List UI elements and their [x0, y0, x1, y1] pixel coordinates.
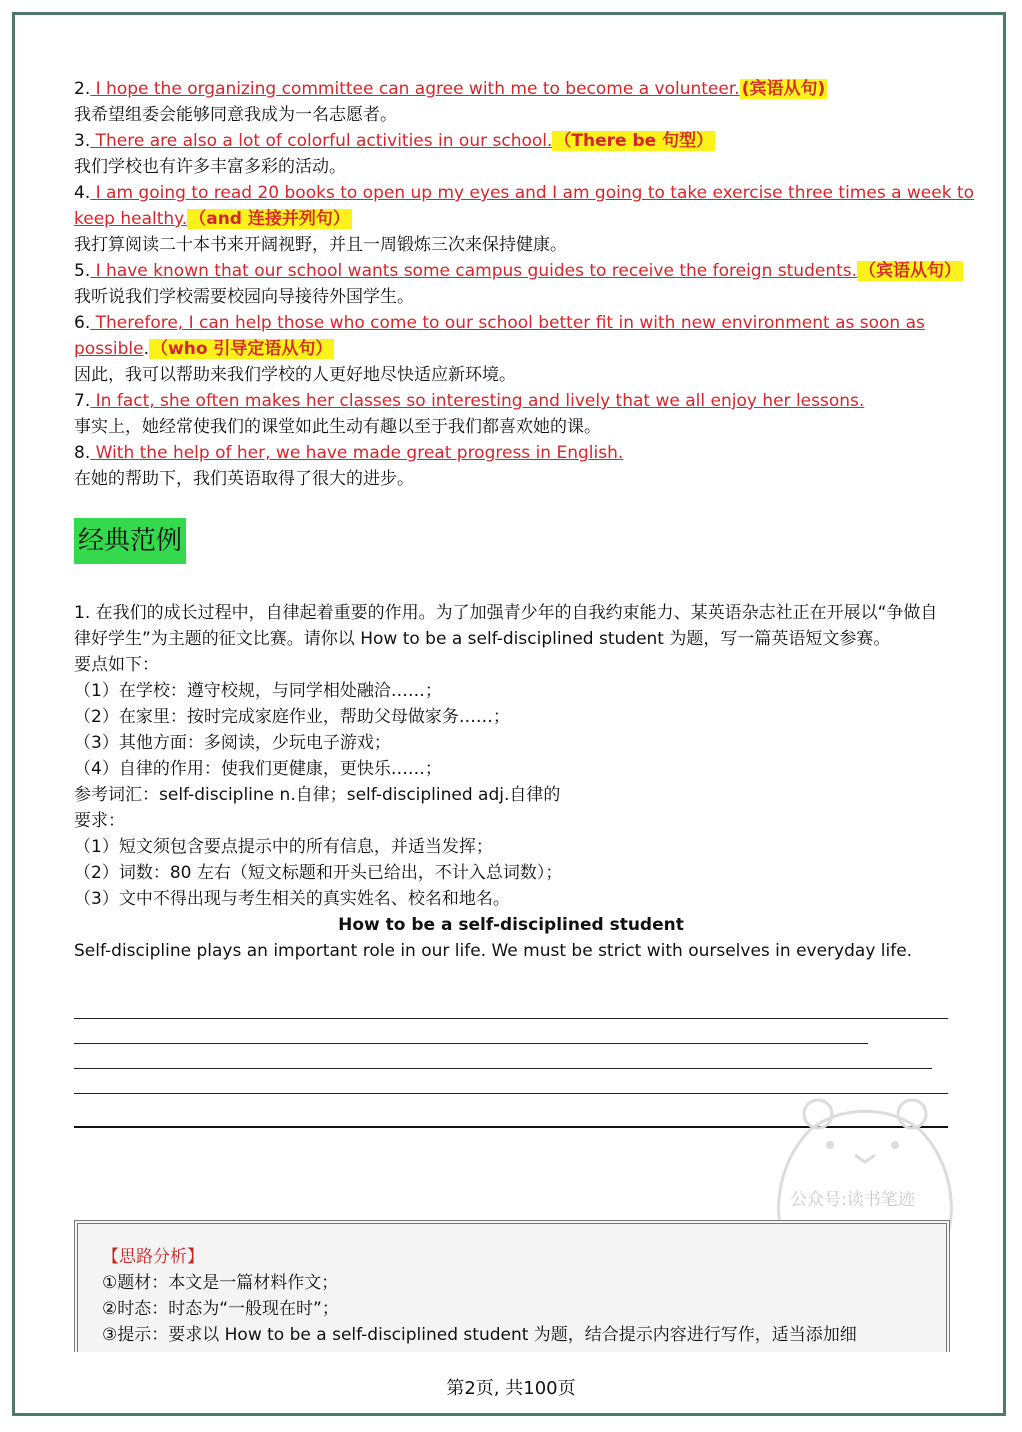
english-sentence: There are also a lot of colorful activities in our school. [90, 131, 553, 151]
point-item: （4）自律的作用：使我们更健康，更快乐……； [74, 759, 442, 779]
vocabulary-reference: 参考词汇：self-discipline n.自律；self-disciplined adj.自律的 [74, 785, 561, 805]
sentence-6-english-line2: possible. （who 引导定语从句） [74, 339, 333, 359]
page-footer: 第2页, 共100页 [446, 1378, 576, 1399]
requirement-item: （1）短文须包含要点提示中的所有信息，并适当发挥； [74, 837, 493, 857]
english-sentence: With the help of her, we have made great progress in English. [90, 443, 624, 463]
analysis-item: ②时态：时态为“一般现在时”； [102, 1299, 339, 1319]
section-title: 经典范例 [74, 518, 186, 564]
sentence-2-chinese: 我希望组委会能够同意我成为一名志愿者。 [74, 105, 397, 125]
sentence-6-english-line1 [74, 310, 948, 336]
sentence-number: 2. [74, 79, 91, 99]
sentence-7-english [74, 388, 948, 414]
grammar-tag: （宾语从句） [859, 261, 962, 281]
point-item: （2）在家里：按时完成家庭作业，帮助父母做家务……； [74, 707, 510, 727]
point-item: （3）其他方面：多阅读，少玩电子游戏； [74, 733, 391, 753]
answer-line[interactable] [74, 1069, 948, 1094]
essay-opening: Self-discipline plays an important role in our life. We must be strict with ourselves in everyday life. [74, 941, 913, 961]
task-intro: 1. 在我们的成长过程中，自律起着重要的作用。为了加强青少年的自我约束能力、某英语杂志社正在开展以“争做自律好学生”为主题的征文比赛。请你以 How to be a self-disciplined student 为题，写一篇英语短文参赛。 [74, 603, 938, 649]
sentence-7-chinese: 事实上，她经常使我们的课堂如此生动有趣以至于我们都喜欢她的课。 [74, 417, 601, 437]
sentence-8-chinese: 在她的帮助下，我们英语取得了很大的进步。 [74, 469, 414, 489]
sentence-5-chinese: 我听说我们学校需要校园向导接待外国学生。 [74, 287, 414, 307]
sentence-number: 6. [74, 313, 91, 333]
sentence-8-english [74, 440, 948, 466]
analysis-item: ①题材：本文是一篇材料作文； [102, 1273, 339, 1293]
english-sentence: In fact, she often makes her classes so interesting and lively that we all enjoy her lessons. [90, 391, 865, 411]
watermark-text: 公众号:读书笔迹 [790, 1190, 915, 1210]
sentence-number: 3. [74, 131, 91, 151]
sentence-number: 5. [74, 261, 91, 281]
points-heading: 要点如下： [74, 655, 159, 675]
essay-title: How to be a self-disciplined student [338, 915, 684, 935]
answer-line[interactable] [74, 994, 948, 1019]
analysis-item: ③提示：要求以 How to be a self-disciplined student 为题，结合提示内容进行写作，适当添加细 [102, 1325, 857, 1345]
requirement-item: （3）文中不得出现与考生相关的真实姓名、校名和地名。 [74, 889, 510, 909]
requirements-heading: 要求： [74, 811, 125, 831]
sentence-4-english-line2 [74, 206, 948, 232]
sentence-number: 4. [74, 183, 91, 203]
sentence-5-english [74, 258, 962, 284]
requirement-item: （2）词数：80 左右（短文标题和开头已给出，不计入总词数）； [74, 863, 563, 883]
english-sentence: keep healthy. [74, 209, 188, 229]
answer-line[interactable] [74, 1044, 932, 1069]
answer-area[interactable] [74, 994, 948, 1128]
grammar-tag: (宾语从句) [741, 79, 826, 99]
grammar-tag: （and 连接并列句） [189, 209, 350, 229]
sentence-2-english [74, 76, 948, 102]
sentence-4-chinese: 我打算阅读二十本书来开阔视野，并且一周锻炼三次来保持健康。 [74, 235, 567, 255]
grammar-tag: （who 引导定语从句） [151, 339, 333, 359]
english-sentence: I hope the organizing committee can agree with me to become a volunteer. [90, 79, 740, 99]
english-sentence: I have known that our school wants some campus guides to receive the foreign students. [90, 261, 858, 281]
sentence-4-english-line1 [74, 180, 975, 206]
english-sentence: possible [74, 339, 144, 359]
sentence-number: 7. [74, 391, 91, 411]
sentence-3-english [74, 128, 948, 154]
document-body [74, 76, 975, 1128]
grammar-tag: （There be 句型） [554, 131, 714, 151]
writing-task [74, 600, 948, 964]
english-sentence: I am going to read 20 books to open up my eyes and I am going to take exercise three times a week to [90, 183, 975, 203]
analysis-box [74, 1220, 950, 1352]
english-sentence: Therefore, I can help those who come to our school better fit in with new environment as soon as [90, 313, 925, 333]
point-item: （1）在学校：遵守校规，与同学相处融洽……； [74, 681, 442, 701]
sentence-6-chinese: 因此，我可以帮助来我们学校的人更好地尽快适应新环境。 [74, 365, 516, 385]
answer-line[interactable] [74, 1094, 948, 1128]
sentence-3-chinese: 我们学校也有许多丰富多彩的活动。 [74, 157, 346, 177]
sentence-number: 8. [74, 443, 91, 463]
answer-line[interactable] [74, 1019, 868, 1044]
analysis-heading: 【思路分析】 [102, 1247, 204, 1267]
